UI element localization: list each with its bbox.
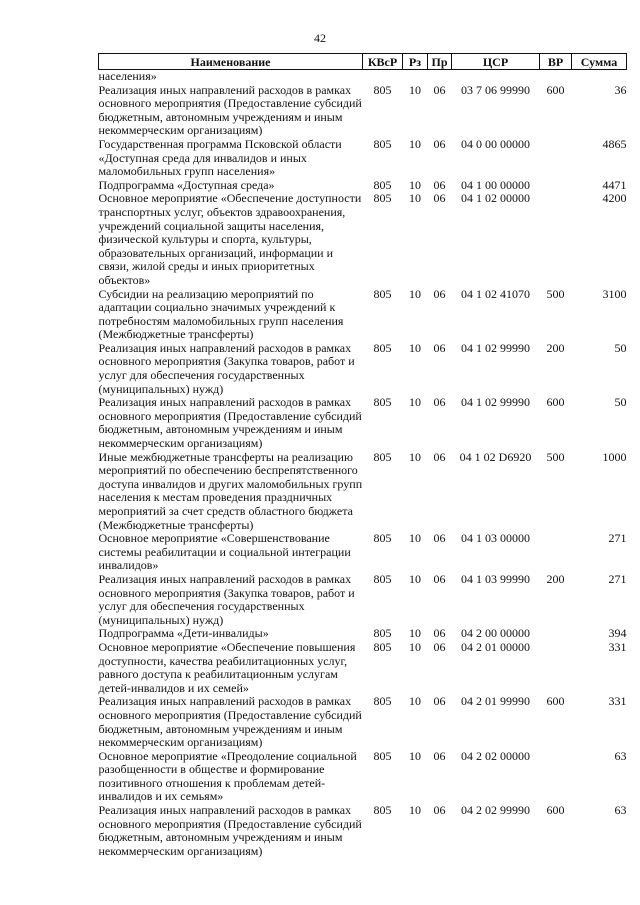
cell-name: Иные межбюджетные трансферты на реализацию мероприятий по обеспечению беспрепятственного доступа инвалидов и других маломобильных групп населения к местам проведения праздничных мероприятий за счет средств областного бюджета (Межбюджетные трансферты) bbox=[98, 449, 363, 532]
cell-rz: 10 bbox=[409, 286, 421, 301]
header-csr: ЦСР bbox=[452, 54, 540, 70]
cell-name: Реализация иных направлений расходов в рамках основного мероприятия (Предоставление субсидий бюджетным, автономным учреждениям и иным некоммерческим организациям) bbox=[98, 803, 362, 858]
cell-vr bbox=[540, 70, 572, 84]
cell-sum: 4471 bbox=[602, 177, 627, 192]
cell-sum: 4200 bbox=[602, 191, 627, 206]
header-name: Наименование bbox=[99, 54, 363, 70]
cell-sum: 3100 bbox=[602, 286, 627, 301]
cell-kvsr: 805 bbox=[373, 340, 392, 355]
cell-vr: 500 bbox=[546, 286, 565, 301]
cell-csr: 04 1 02 41070 bbox=[461, 286, 530, 301]
cell-rz: 10 bbox=[409, 531, 421, 546]
cell-kvsr bbox=[363, 70, 403, 84]
cell-sum: 331 bbox=[608, 639, 627, 654]
table-row bbox=[99, 396, 627, 450]
header-pr: Пр bbox=[428, 54, 452, 70]
table-row bbox=[99, 695, 627, 749]
table-row bbox=[99, 288, 627, 342]
cell-csr: 04 1 02 D6920 bbox=[459, 449, 532, 464]
cell-rz: 10 bbox=[409, 191, 421, 206]
cell-rz: 10 bbox=[409, 748, 421, 763]
cell-name: Реализация иных направлений расходов в рамках основного мероприятия (Закупка товаров, работ и услуг для обеспечения государственных (муниципальных) нужд) bbox=[98, 571, 355, 627]
cell-vr bbox=[540, 750, 572, 804]
cell-kvsr: 805 bbox=[373, 191, 392, 206]
cell-csr: 03 7 06 99990 bbox=[461, 82, 530, 97]
cell-vr: 200 bbox=[546, 571, 565, 586]
header-rz: Рз bbox=[403, 54, 428, 70]
table-row bbox=[99, 84, 627, 138]
cell-rz: 10 bbox=[409, 639, 421, 654]
table-row bbox=[99, 192, 627, 287]
table-row bbox=[99, 532, 627, 573]
table-row bbox=[99, 750, 627, 804]
cell-pr: 06 bbox=[433, 286, 446, 301]
cell-csr: 04 1 02 00000 bbox=[461, 191, 530, 206]
cell-csr: 04 1 03 99990 bbox=[461, 571, 530, 586]
cell-sum: 4865 bbox=[602, 136, 627, 151]
cell-sum: 63 bbox=[614, 748, 627, 763]
cell-pr: 06 bbox=[433, 82, 446, 97]
table-row bbox=[99, 641, 627, 695]
cell-vr: 500 bbox=[546, 449, 565, 464]
table-row bbox=[99, 804, 627, 858]
cell-pr bbox=[428, 70, 452, 84]
cell-pr: 06 bbox=[433, 694, 446, 709]
cell-name: Основное мероприятие «Совершенствование системы реабилитации и социальной интеграции инвалидов» bbox=[98, 531, 351, 573]
table-row bbox=[99, 627, 627, 641]
cell-sum: 50 bbox=[614, 340, 627, 355]
header-sum: Сумма bbox=[572, 54, 627, 70]
cell-vr: 600 bbox=[546, 803, 565, 818]
cell-pr: 06 bbox=[433, 803, 446, 818]
cell-name: Государственная программа Псковской области «Доступная среда для инвалидов и иных маломобильных групп населения» bbox=[98, 136, 342, 179]
cell-rz: 10 bbox=[409, 340, 421, 355]
cell-csr: 04 1 03 00000 bbox=[461, 531, 530, 546]
cell-sum: 63 bbox=[614, 803, 627, 818]
cell-pr: 06 bbox=[433, 748, 446, 763]
cell-vr bbox=[540, 532, 572, 573]
header-kvsr: КВсР bbox=[363, 54, 403, 70]
cell-sum: 271 bbox=[608, 531, 627, 546]
cell-csr: 04 2 02 00000 bbox=[461, 748, 530, 763]
cell-pr: 06 bbox=[433, 449, 446, 464]
cell-kvsr: 805 bbox=[373, 136, 392, 151]
cell-vr bbox=[540, 627, 572, 641]
cell-kvsr: 805 bbox=[373, 286, 392, 301]
cell-sum: 1000 bbox=[602, 449, 627, 464]
cell-kvsr: 805 bbox=[373, 626, 392, 641]
cell-pr: 06 bbox=[433, 136, 446, 151]
cell-vr: 600 bbox=[546, 694, 565, 709]
cell-kvsr: 805 bbox=[373, 571, 392, 586]
cell-name: Основное мероприятие «Обеспечение доступности транспортных услуг, объектов здравоохранения, учреждений социальной защиты населения, физической культуры и спорта, культуры, образовательных организаций, информации и связи, жилой среды и иных приоритетных объектов» bbox=[98, 191, 362, 287]
cell-csr: 04 0 00 00000 bbox=[461, 136, 530, 151]
table-row bbox=[99, 451, 627, 533]
cell-kvsr: 805 bbox=[373, 694, 392, 709]
cell-vr: 600 bbox=[546, 82, 565, 97]
cell-vr bbox=[540, 641, 572, 695]
cell-rz: 10 bbox=[409, 82, 421, 97]
cell-name: Основное мероприятие «Преодоление социальной разобщенности в обществе и формирование позитивного отношения к проблемам детей-инвалидов и их семьям» bbox=[98, 748, 357, 804]
cell-pr: 06 bbox=[433, 531, 446, 546]
cell-name: населения» bbox=[98, 69, 157, 83]
cell-rz: 10 bbox=[409, 395, 421, 410]
cell-name: Реализация иных направлений расходов в рамках основного мероприятия (Предоставление субсидий бюджетным, автономным учреждениям и иным некоммерческим организациям) bbox=[98, 395, 362, 451]
budget-table bbox=[98, 53, 627, 858]
cell-pr: 06 bbox=[433, 177, 446, 192]
cell-csr: 04 2 02 99990 bbox=[461, 803, 530, 818]
cell-sum bbox=[572, 70, 627, 84]
cell-rz: 10 bbox=[409, 177, 421, 192]
cell-rz bbox=[403, 70, 428, 84]
cell-sum: 50 bbox=[614, 395, 627, 410]
cell-vr bbox=[540, 138, 572, 179]
table-row bbox=[99, 70, 627, 84]
cell-kvsr: 805 bbox=[373, 82, 392, 97]
cell-csr: 04 1 02 99990 bbox=[461, 340, 530, 355]
table-row bbox=[99, 179, 627, 193]
cell-kvsr: 805 bbox=[373, 177, 392, 192]
cell-kvsr: 805 bbox=[373, 531, 392, 546]
cell-rz: 10 bbox=[409, 571, 421, 586]
cell-kvsr: 805 bbox=[373, 803, 392, 818]
cell-pr: 06 bbox=[433, 571, 446, 586]
cell-name: Реализация иных направлений расходов в рамках основного мероприятия (Закупка товаров, работ и услуг для обеспечения государственных (муниципальных) нужд) bbox=[98, 340, 355, 396]
cell-csr: 04 1 00 00000 bbox=[461, 177, 530, 192]
cell-kvsr: 805 bbox=[373, 639, 392, 654]
cell-csr: 04 2 01 00000 bbox=[461, 639, 530, 654]
cell-rz: 10 bbox=[409, 136, 421, 151]
cell-pr: 06 bbox=[433, 639, 446, 654]
cell-kvsr: 805 bbox=[373, 395, 392, 410]
table-header-row bbox=[99, 54, 627, 70]
cell-name: Основное мероприятие «Обеспечение повышения доступности, качества реабилитационных услуг, равного доступа к реабилитационным услугам детей-инвалидов и их семей» bbox=[98, 639, 356, 695]
table-row bbox=[99, 573, 627, 627]
cell-pr: 06 bbox=[433, 340, 446, 355]
cell-csr bbox=[452, 70, 540, 84]
cell-name: Субсидии на реализацию мероприятий по адаптации социально значимых учреждений к потребностям маломобильных групп населения (Межбюджетные трансферты) bbox=[98, 286, 344, 342]
cell-kvsr: 805 bbox=[373, 748, 392, 763]
cell-kvsr: 805 bbox=[373, 449, 392, 464]
cell-name: Подпрограмма «Доступная среда» bbox=[98, 177, 275, 192]
cell-name: Реализация иных направлений расходов в рамках основного мероприятия (Предоставление субсидий бюджетным, автономным учреждениям и иным некоммерческим организациям) bbox=[98, 694, 362, 750]
cell-vr: 600 bbox=[546, 395, 565, 410]
table-row bbox=[99, 138, 627, 179]
table-body bbox=[99, 70, 627, 859]
cell-rz: 10 bbox=[409, 626, 421, 641]
cell-rz: 10 bbox=[409, 449, 421, 464]
table-row bbox=[99, 342, 627, 396]
cell-pr: 06 bbox=[433, 395, 446, 410]
cell-vr bbox=[540, 179, 572, 193]
cell-sum: 331 bbox=[608, 694, 627, 709]
page-number: 42 bbox=[314, 31, 326, 45]
cell-csr: 04 2 00 00000 bbox=[461, 626, 530, 641]
cell-sum: 271 bbox=[608, 571, 627, 586]
cell-csr: 04 2 01 99990 bbox=[461, 694, 530, 709]
cell-csr: 04 1 02 99990 bbox=[461, 395, 530, 410]
header-vr: ВР bbox=[540, 54, 572, 70]
cell-sum: 36 bbox=[614, 82, 627, 97]
cell-rz: 10 bbox=[409, 803, 421, 818]
cell-name: Подпрограмма «Дети-инвалиды» bbox=[98, 626, 269, 641]
cell-vr: 200 bbox=[546, 340, 565, 355]
cell-name: Реализация иных направлений расходов в рамках основного мероприятия (Предоставление субсидий бюджетным, автономным учреждениям и иным некоммерческим организациям) bbox=[98, 82, 362, 138]
cell-rz: 10 bbox=[409, 694, 421, 709]
cell-vr bbox=[540, 192, 572, 287]
cell-pr: 06 bbox=[433, 626, 446, 641]
cell-sum: 394 bbox=[608, 626, 627, 641]
cell-pr: 06 bbox=[433, 191, 446, 206]
